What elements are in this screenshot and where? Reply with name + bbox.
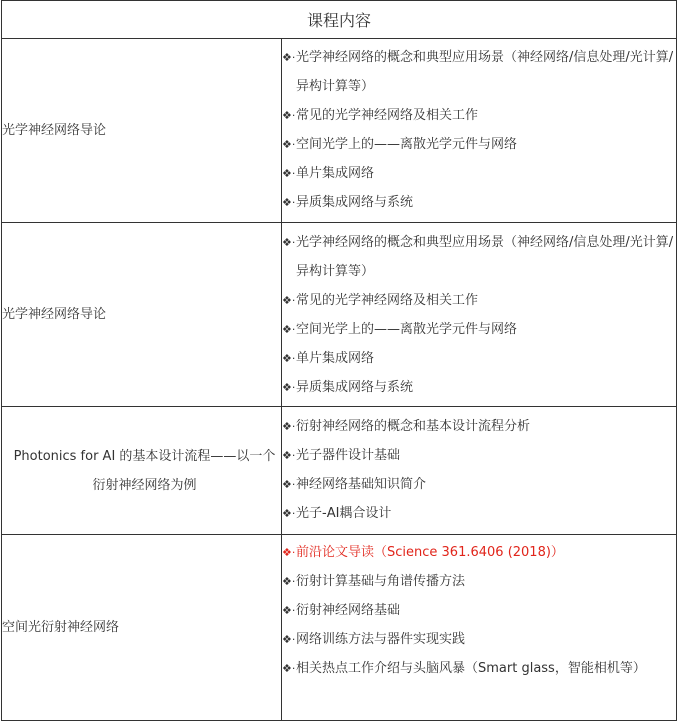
item-list — [282, 538, 676, 683]
course-content-table — [1, 0, 677, 721]
diamond-bullet-icon: ❖· — [282, 507, 296, 520]
diamond-bullet-icon: ❖· — [282, 138, 296, 151]
diamond-bullet-icon: ❖· — [282, 546, 296, 559]
list-item: ❖· 神经网络基础知识简介 — [282, 470, 676, 499]
table-row — [2, 407, 677, 535]
list-item: ❖· 光子-AI耦合设计 — [282, 499, 676, 528]
diamond-bullet-icon: ❖· — [282, 662, 296, 675]
diamond-bullet-icon: ❖· — [282, 381, 296, 394]
diamond-bullet-icon: ❖· — [282, 478, 296, 491]
items-cell — [282, 39, 677, 223]
highlighted-list-item: ❖· 前沿论文导读（Science 361.6406 (2018)） — [282, 538, 676, 567]
list-item: ❖· 异质集成网络与系统 — [282, 188, 676, 217]
list-item: ❖· 单片集成网络 — [282, 344, 676, 373]
item-list — [282, 43, 676, 217]
list-item: ❖· 单片集成网络 — [282, 159, 676, 188]
items-cell — [282, 407, 677, 535]
diamond-bullet-icon: ❖· — [282, 196, 296, 209]
item-list — [282, 228, 676, 402]
table-row — [2, 535, 677, 721]
list-item: ❖· 常见的光学神经网络及相关工作 — [282, 286, 676, 315]
list-item: ❖· 空间光学上的——离散光学元件与网络 — [282, 315, 676, 344]
diamond-bullet-icon: ❖· — [282, 575, 296, 588]
diamond-bullet-icon: ❖· — [282, 604, 296, 617]
diamond-bullet-icon: ❖· — [282, 352, 296, 365]
diamond-bullet-icon: ❖· — [282, 109, 296, 122]
items-cell — [282, 535, 677, 721]
item-list — [282, 412, 676, 528]
list-item: ❖· 常见的光学神经网络及相关工作 — [282, 101, 676, 130]
list-item: ❖· 网络训练方法与器件实现实践 — [282, 625, 676, 654]
diamond-bullet-icon: ❖· — [282, 294, 296, 307]
topic-cell: 空间光衍射神经网络 — [2, 535, 282, 721]
list-item: ❖· 光学神经网络的概念和典型应用场景（神经网络/信息处理/光计算/异构计算等） — [282, 228, 676, 286]
diamond-bullet-icon: ❖· — [282, 51, 296, 64]
list-item: ❖· 衍射神经网络的概念和基本设计流程分析 — [282, 412, 676, 441]
table-header: 课程内容 — [2, 1, 677, 39]
list-item: ❖· 空间光学上的——离散光学元件与网络 — [282, 130, 676, 159]
list-item: ❖· 衍射神经网络基础 — [282, 596, 676, 625]
list-item: ❖· 衍射计算基础与角谱传播方法 — [282, 567, 676, 596]
diamond-bullet-icon: ❖· — [282, 323, 296, 336]
diamond-bullet-icon: ❖· — [282, 449, 296, 462]
diamond-bullet-icon: ❖· — [282, 236, 296, 249]
list-item: ❖· 光学神经网络的概念和典型应用场景（神经网络/信息处理/光计算/异构计算等） — [282, 43, 676, 101]
items-cell — [282, 223, 677, 407]
list-item: ❖· 相关热点工作介绍与头脑风暴（Smart glass，智能相机等） — [282, 654, 676, 683]
topic-cell: 光学神经网络导论 — [2, 223, 282, 407]
diamond-bullet-icon: ❖· — [282, 633, 296, 646]
diamond-bullet-icon: ❖· — [282, 420, 296, 433]
topic-cell: Photonics for AI 的基本设计流程——以一个衍射神经网络为例 — [2, 407, 282, 535]
topic-cell: 光学神经网络导论 — [2, 39, 282, 223]
diamond-bullet-icon: ❖· — [282, 167, 296, 180]
table-row — [2, 223, 677, 407]
list-item: ❖· 异质集成网络与系统 — [282, 373, 676, 402]
list-item: ❖· 光子器件设计基础 — [282, 441, 676, 470]
table-row — [2, 39, 677, 223]
